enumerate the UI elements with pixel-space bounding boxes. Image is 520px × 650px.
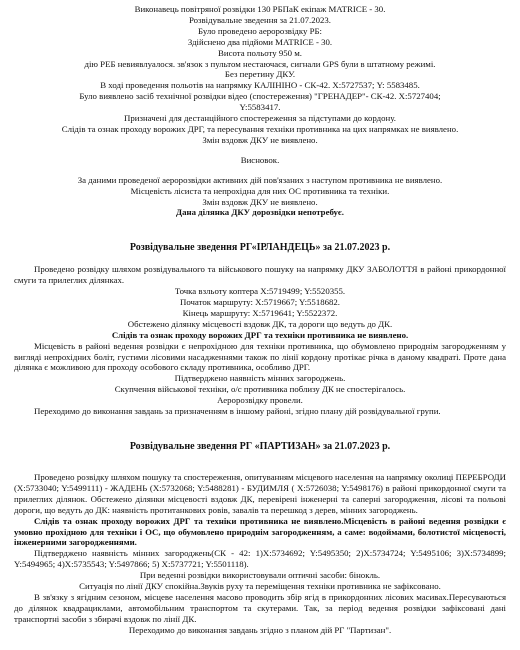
paragraph: Слідів та ознак проходу ворожих ДРГ та техніки противника не виявлено.Місцевість в районі ведення розвідки є умовно прохідною для техніки і ОС, що обумовлено природнім загородженням, а саме: водоймами, болотистої місцевості, інженерними загородженнями. bbox=[14, 515, 506, 548]
doc-line: Дана ділянка ДКУ дорозвідки непотребує. bbox=[176, 207, 344, 218]
doc-line: В ході проведення польотів на напрямку КАЛІНІНО - СК-42. Х:5727537; Y: 5583485. bbox=[100, 80, 420, 91]
paragraph: Місцевість в районі ведення розвідки є непрохідною для техніки противника, що обумовлено природнім загородженням у вигляді непрохідних боліт, густими лісовими насадженнями також по лінії кордону протікає річка в даному квадраті. Проте дана ділянка є можливою для проходу особового складу противника, особливо ДРГ. bbox=[14, 340, 506, 373]
doc-line: Місцевість лісиста та непрохідна для них ОС противника та техніки. bbox=[130, 185, 390, 196]
paragraph: Переходимо до виконання завдань за призначенням в іншому районі, згідно плану дій розвідувальної групи. bbox=[34, 406, 441, 417]
doc-line: Y:5583417. bbox=[239, 102, 281, 113]
doc-line: Виконавець повітряної розвідки 130 РБПаК екіпаж MATRICE - 30. bbox=[134, 4, 386, 14]
paragraph: Проведено розвідку шляхом пошуку та спостереження, опитуванням місцевого населення на напрямку околиці ПЕРЕБРОДИ (X:5733040; Y:5499111) - ЖАДЕНЬ (X:5732068; Y:5488281) - БУДИМЛЯ ( X:5726038; Y:5498176) в районі прикордонної смуги та прилеглих ділянок. Обстежено ділянки місцевості вздовж ДК, перевірені інженерні та саперні загородження, лісові та польові дороги, що ведуть до ДК: наявність протитанкових ровів, завалів та перешкод з дерев, мінних загороджень. bbox=[14, 472, 506, 515]
paragraph: Підтверджено наявність мінних загороджень(СК - 42: 1)X:5734692; Y:5495350; 2)X:5734724; Y:5495106; 3)X:5734899; Y:5494965; 4)X:5735543; Y:5497866; 5) X:5737721; Y:5501118). bbox=[14, 548, 506, 570]
section-irlandets-report bbox=[14, 242, 506, 417]
section-heading: Розвідувальне зведення РГ «ПАРТИЗАН» за 21.07.2023 р. bbox=[129, 441, 391, 452]
paragraph: В зв'язку з ягідним сезоном, місцеве населення масово проводить збір ягід в прикордонних лісових масивах.Пересуваються до ділянок квадрациклами, автомобільним транспортом та скутерами. Так, за період ведення розвідки зафіксовані дані транспортні засоби з збирачі вздовж по лінії ДК. bbox=[14, 591, 506, 624]
paragraph: Ситуація по лінії ДКУ спокійна.Звуків руху та переміщення техніки противника не зафіксовано. bbox=[79, 581, 441, 592]
doc-line: Слідів та ознак проходу ворожих ДРГ, та пересування техніки противника на цих напрямках не виявлено. bbox=[61, 123, 459, 134]
doc-line: Було проведено аеророзвідку РБ: bbox=[198, 25, 322, 36]
doc-line: Здійснено два підйоми MATRICE - 30. bbox=[187, 36, 333, 47]
doc-line: Висота польоту 950 м. bbox=[218, 47, 302, 58]
doc-line: За даними проведеної аеророзвідки активних дій пов'язаних з наступом противника не виявлено. bbox=[77, 174, 443, 185]
doc-line: Було виявлено засіб технічної розвідки відео (спостереження) "ГРЕНАДЕР"- СК-42. Х:5727404; bbox=[79, 91, 441, 102]
paragraph: Переходимо до виконання завдань згідно з планом дій РГ "Партизан". bbox=[128, 624, 392, 635]
doc-line: Без перетину ДКУ. bbox=[224, 69, 296, 80]
paragraph: Аеророзвідку провели. bbox=[217, 395, 303, 406]
paragraph: Підтверджено наявність мінних загороджень. bbox=[174, 373, 346, 384]
paragraph: Проведено розвідку шляхом розвідувального та військового пошуку на напрямку ДКУ ЗАБОЛОТТЯ в районі прикордонної смуги та прилеглих ділянках. bbox=[14, 264, 506, 286]
paragraph: Обстежено ділянку місцевості вздовж ДК, та дороги що ведуть до ДК. bbox=[127, 318, 393, 329]
section-partyzan-report bbox=[14, 441, 506, 636]
section-aerial-recon bbox=[14, 4, 506, 218]
doc-line: Призначені для дестанційного спостереження за підступами до кордону. bbox=[124, 113, 396, 124]
paragraph: Слідів та ознак проходу ворожих ДРГ та техніки противника не виявлено. bbox=[111, 329, 409, 340]
paragraph: Скупчення військової техніки, о/с противника поблизу ДК не спостерігалось. bbox=[114, 384, 406, 395]
conclusion-label: Висновок. bbox=[240, 154, 280, 165]
doc-line: Змін вздовж ДКУ не виявлено. bbox=[202, 196, 318, 207]
paragraph: При веденні розвідки використовували оптичні засоби: бінокль. bbox=[139, 570, 381, 581]
doc-line: Змін вздовж ДКУ не виявлено. bbox=[202, 134, 318, 145]
section-heading: Розвідувальне зведення РГ«ІРЛАНДЕЦЬ» за 21.07.2023 р. bbox=[129, 242, 391, 254]
coord-line: Початок маршруту: X:5719667; Y:5518682. bbox=[179, 297, 341, 308]
doc-line: Розвідувальне зведення за 21.07.2023. bbox=[188, 14, 332, 25]
doc-line: дію РЕБ невиявлуалося. зв'язок з пультом нестаючася, сигнали GPS були в штатному режимі. bbox=[84, 58, 436, 69]
coord-line: Точка взльоту коптера X:5719499; Y:5520355. bbox=[174, 286, 346, 297]
coord-line: Кінець маршруту: X:5719641; Y:5522372. bbox=[182, 307, 338, 318]
